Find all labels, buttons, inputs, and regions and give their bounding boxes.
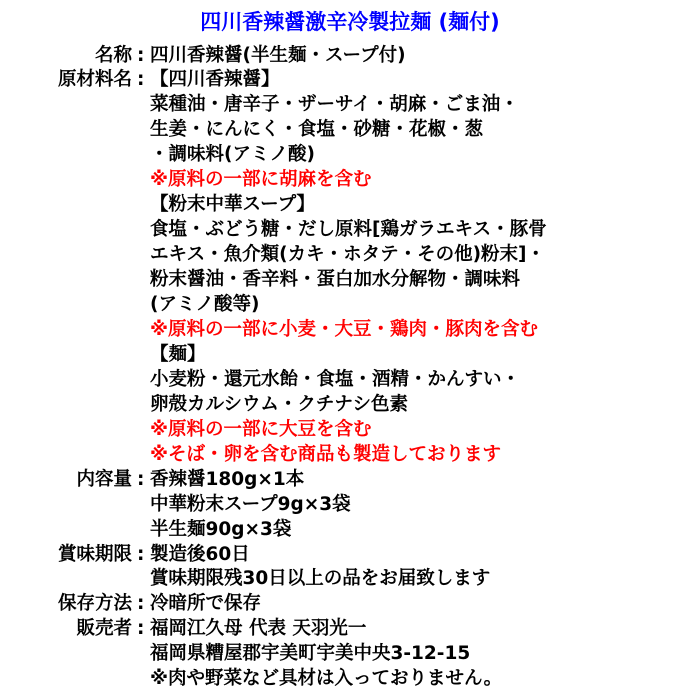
contents-line bbox=[0, 518, 700, 542]
best-before-value: 賞味期限残30日以上の品をお届致します bbox=[150, 568, 491, 589]
allergen-warning: ※そば・卵を含む商品も製造しております bbox=[150, 444, 501, 465]
ingredients-line bbox=[0, 443, 700, 467]
ingredients-line bbox=[0, 218, 700, 242]
allergen-warning: ※原料の一部に小麦・大豆・鶏肉・豚肉を含む bbox=[150, 319, 538, 340]
ingredients-text: ・調味料(アミノ酸) bbox=[150, 144, 315, 165]
contents-value: 香辣醤180g×1本 bbox=[150, 469, 305, 490]
ingredients-line bbox=[0, 393, 700, 417]
storage-label: 保存方法 bbox=[57, 593, 132, 614]
best-before-label: 賞味期限 bbox=[57, 544, 132, 565]
ingredients-line bbox=[0, 293, 700, 317]
ingredients-text: 小麦粉・還元水飴・食塩・酒精・かんすい・ bbox=[150, 369, 521, 390]
name-row bbox=[0, 44, 700, 68]
ingredients-heading-noodles: 【麺】 bbox=[150, 344, 206, 365]
contents-value: 半生麺90g×3袋 bbox=[150, 519, 292, 540]
contents-label: 内容量 bbox=[76, 469, 132, 490]
storage-colon: : bbox=[137, 593, 145, 614]
ingredients-line bbox=[0, 118, 700, 142]
allergen-warning: ※原料の一部に大豆を含む bbox=[150, 419, 372, 440]
seller-line bbox=[0, 642, 700, 666]
ingredients-heading-soup: 【粉末中華スープ】 bbox=[150, 194, 315, 215]
best-before-value: 製造後60日 bbox=[150, 544, 250, 565]
ingredients-row bbox=[0, 68, 700, 92]
seller-value: 福岡江久母 代表 天羽光一 bbox=[150, 618, 367, 639]
best-before-row bbox=[0, 543, 700, 567]
ingredients-text: 菜種油・唐辛子・ザーサイ・胡麻・ごま油・ bbox=[150, 94, 519, 115]
ingredients-line bbox=[0, 418, 700, 442]
ingredients-text: 生姜・にんにく・食塩・砂糖・花椒・葱 bbox=[150, 119, 484, 140]
seller-line bbox=[0, 667, 700, 691]
contents-value: 中華粉末スープ9g×3袋 bbox=[150, 494, 351, 515]
ingredients-text: エキス・魚介類(カキ・ホタテ・その他)粉末]・ bbox=[150, 244, 545, 265]
name-label: 名称 bbox=[94, 45, 132, 66]
ingredients-text: 食塩・ぶどう糖・だし原料[鶏ガラエキス・豚骨 bbox=[150, 219, 547, 240]
allergen-warning: ※原料の一部に胡麻を含む bbox=[150, 169, 372, 190]
best-before-colon: : bbox=[137, 544, 145, 565]
ingredients-line bbox=[0, 243, 700, 267]
ingredients-text: 粉末醤油・香辛料・蛋白加水分解物・調味料 bbox=[150, 269, 521, 290]
storage-value: 冷暗所で保存 bbox=[150, 593, 262, 614]
page-title: 四川香辣醤激辛冷製拉麺 (麺付) bbox=[200, 10, 500, 34]
ingredients-line bbox=[0, 193, 700, 217]
ingredients-line bbox=[0, 368, 700, 392]
seller-address: 福岡県糟屋郡宇美町宇美中央3-12-15 bbox=[150, 643, 471, 664]
name-value: 四川香辣醤(半生麺・スープ付) bbox=[150, 45, 406, 66]
seller-note: ※肉や野菜など具材は入っておりません。 bbox=[150, 668, 503, 689]
contents-line bbox=[0, 493, 700, 517]
best-before-line bbox=[0, 567, 700, 591]
ingredients-line bbox=[0, 143, 700, 167]
ingredients-line bbox=[0, 343, 700, 367]
seller-row bbox=[0, 617, 700, 641]
ingredients-line bbox=[0, 318, 700, 342]
ingredients-heading-sauce: 【四川香辣醤】 bbox=[150, 69, 280, 90]
storage-row bbox=[0, 592, 700, 616]
contents-row bbox=[0, 468, 700, 492]
contents-colon: : bbox=[137, 469, 145, 490]
name-colon: : bbox=[137, 45, 145, 66]
ingredients-label: 原材料名 bbox=[57, 69, 132, 90]
ingredients-line bbox=[0, 268, 700, 292]
ingredients-text: 卵殻カルシウム・クチナシ色素 bbox=[150, 394, 408, 415]
ingredients-line bbox=[0, 168, 700, 192]
ingredients-line bbox=[0, 93, 700, 117]
seller-label: 販売者 bbox=[76, 618, 132, 639]
seller-colon: : bbox=[137, 618, 145, 639]
ingredients-colon: : bbox=[137, 69, 145, 90]
ingredients-text: (アミノ酸等) bbox=[150, 294, 260, 315]
